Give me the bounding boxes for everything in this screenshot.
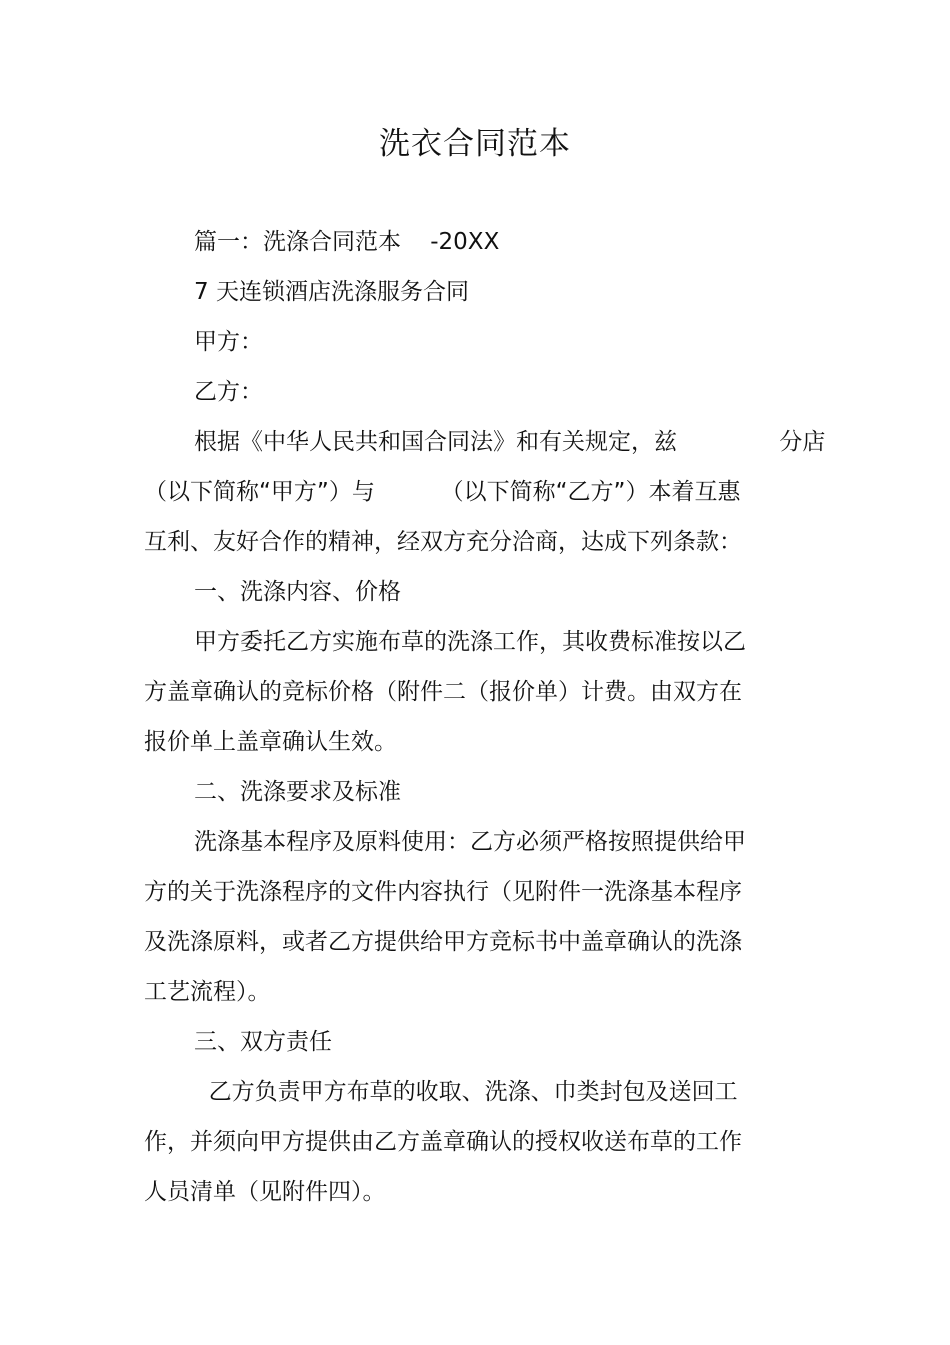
paragraph-line: 人员清单（见附件四）。 [144, 1179, 386, 1205]
document-title: 洗衣合同范本 [379, 126, 571, 162]
paragraph-line: 报价单上盖章确认生效。 [144, 729, 397, 755]
paragraph-line: 乙方负责甲方布草的收取、洗涤、巾类封包及送回工 [194, 1079, 738, 1105]
paragraph-line: （以下简称“甲方”）与 （以下简称“乙方”）本着互惠 [144, 479, 741, 505]
paragraph-line: 甲方委托乙方实施布草的洗涤工作，其收费标准按以乙 [194, 629, 746, 655]
clause-heading-1: 一、洗涤内容、价格 [194, 579, 401, 605]
section-heading-1: 篇一：洗涤合同范本 -20XX [194, 229, 500, 255]
paragraph-line: 及洗涤原料，或者乙方提供给甲方竞标书中盖章确认的洗涤 [144, 929, 742, 955]
paragraph-line: 工艺流程）。 [144, 979, 271, 1005]
clause-heading-2: 二、洗涤要求及标准 [194, 779, 401, 805]
paragraph-line: 方盖章确认的竞标价格（附件二（报价单）计费。由双方在 [144, 679, 742, 705]
paragraph-line: 互利、友好合作的精神，经双方充分洽商，达成下列条款： [144, 529, 742, 555]
party-b-label: 乙方： [194, 379, 263, 405]
paragraph-line: 洗涤基本程序及原料使用：乙方必须严格按照提供给甲 [194, 829, 746, 855]
paragraph-line: 方的关于洗涤程序的文件内容执行（见附件一洗涤基本程序 [144, 879, 742, 905]
clause-heading-3: 三、双方责任 [194, 1029, 332, 1055]
paragraph-line: 根据《中华人民共和国合同法》和有关规定，兹 分店 [194, 429, 826, 455]
party-a-label: 甲方： [194, 329, 263, 355]
contract-name: 7 天连锁酒店洗涤服务合同 [194, 279, 469, 305]
paragraph-line: 作，并须向甲方提供由乙方盖章确认的授权收送布草的工作 [144, 1129, 742, 1155]
